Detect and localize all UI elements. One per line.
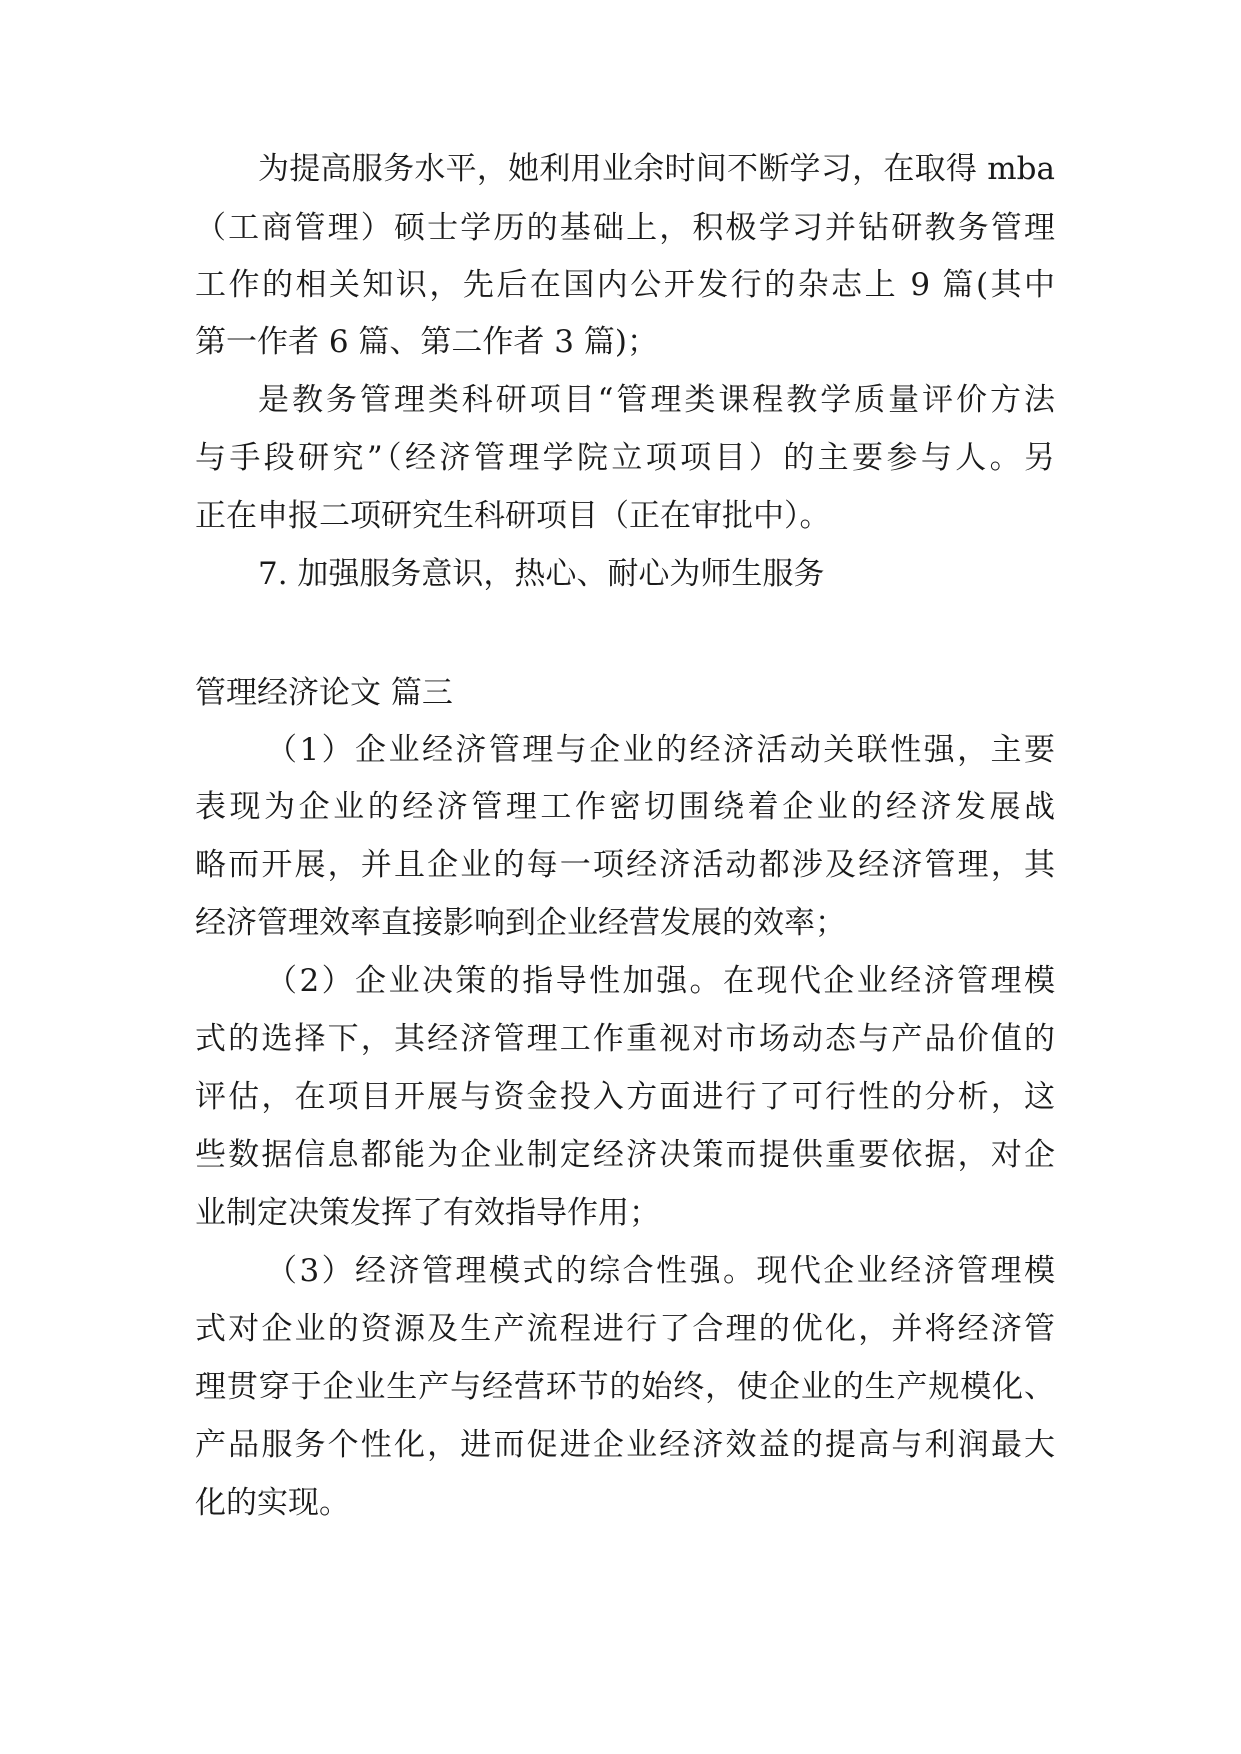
paragraph-line: 略而开展，并且企业的每一项经济活动都涉及经济管理，其 <box>195 847 1055 883</box>
paragraph-line: 工作的相关知识，先后在国内公开发行的杂志上 9 篇(其中 <box>195 267 1055 303</box>
paragraph-line: 与手段研究”（经济管理学院立项项目）的主要参与人。另 <box>195 440 1055 476</box>
paragraph-line: （2）企业决策的指导性加强。在现代企业经济管理模 <box>266 963 1055 999</box>
section-title: 管理经济论文 篇三 <box>195 675 453 711</box>
paragraph-line: （1）企业经济管理与企业的经济活动关联性强，主要 <box>266 732 1055 768</box>
paragraph-line: 些数据信息都能为企业制定经济决策而提供重要依据，对企 <box>195 1137 1055 1173</box>
paragraph-line: 表现为企业的经济管理工作密切围绕着企业的经济发展战 <box>195 789 1055 825</box>
paragraph-line: 化的实现。 <box>195 1485 350 1521</box>
paragraph-line: 是教务管理类科研项目“管理类课程教学质量评价方法 <box>258 382 1055 418</box>
paragraph-line: 为提高服务水平，她利用业余时间不断学习，在取得 mba <box>258 151 1055 187</box>
paragraph-line: 第一作者 6 篇、第二作者 3 篇)； <box>195 324 658 360</box>
paragraph-line: （3）经济管理模式的综合性强。现代企业经济管理模 <box>266 1253 1055 1289</box>
paragraph-line: 评估，在项目开展与资金投入方面进行了可行性的分析，这 <box>195 1079 1055 1115</box>
paragraph-line: 式的选择下，其经济管理工作重视对市场动态与产品价值的 <box>195 1021 1055 1057</box>
paragraph-line: （工商管理）硕士学历的基础上，积极学习并钻研教务管理 <box>195 210 1055 246</box>
paragraph-line: 正在申报二项研究生科研项目（正在审批中）。 <box>195 498 831 534</box>
paragraph-line: 理贯穿于企业生产与经营环节的始终，使企业的生产规模化、 <box>195 1369 1055 1405</box>
paragraph-line: 业制定决策发挥了有效指导作用； <box>195 1195 660 1231</box>
paragraph-line: 产品服务个性化，进而促进企业经济效益的提高与利润最大 <box>195 1427 1055 1463</box>
paragraph-line: 经济管理效率直接影响到企业经营发展的效率； <box>195 905 846 941</box>
list-item-heading: 7. 加强服务意识，热心、耐心为师生服务 <box>258 556 825 592</box>
paragraph-line: 式对企业的资源及生产流程进行了合理的优化，并将经济管 <box>195 1311 1055 1347</box>
